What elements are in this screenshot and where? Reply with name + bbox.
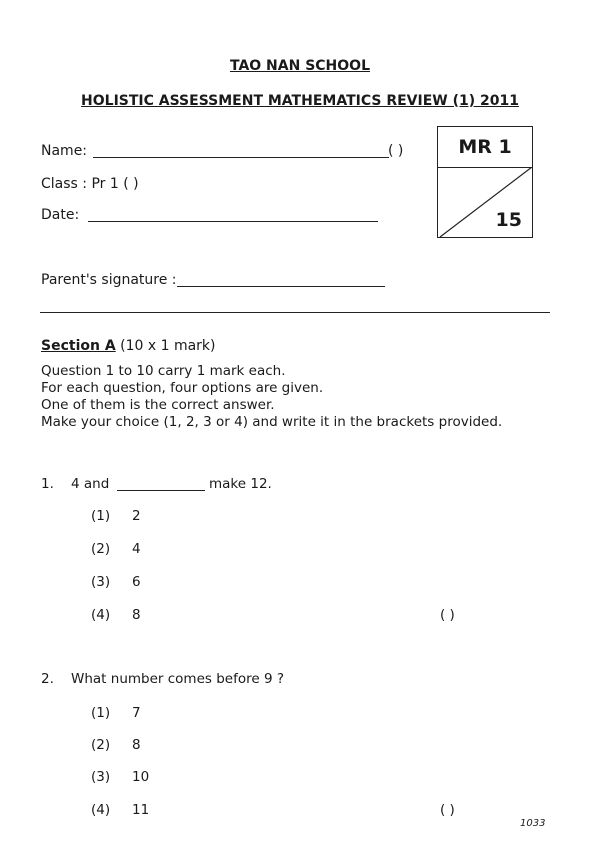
question-1-text-before: 4 and [71, 476, 110, 492]
question-1-option-label: (3) [91, 574, 111, 590]
question-2-option-value: 10 [132, 769, 150, 785]
mark-box-total: 15 [495, 209, 522, 231]
name-index-bracket: ( ) [388, 143, 404, 159]
question-1-option-value: 2 [132, 508, 141, 524]
section-divider [40, 312, 550, 313]
section-a-header [41, 338, 216, 354]
question-1-option-label: (1) [91, 508, 111, 524]
question-2-answer-bracket[interactable]: ( ) [440, 802, 455, 818]
question-2-option-label: (1) [91, 705, 111, 721]
date-line[interactable] [88, 221, 378, 222]
section-a-marks: (10 x 1 mark) [120, 338, 216, 354]
section-a-title: Section A [41, 338, 116, 354]
mark-box-code: MR 1 [438, 127, 532, 168]
question-1-answer-bracket[interactable]: ( ) [440, 607, 455, 623]
instruction-line: For each question, four options are given. [41, 380, 324, 396]
question-1-option-label: (4) [91, 607, 111, 623]
question-2-text: What number comes before 9 ? [71, 671, 284, 687]
question-1-option-value: 4 [132, 541, 141, 557]
school-name: TAO NAN SCHOOL [229, 58, 370, 74]
question-1-text-after: make 12. [209, 476, 272, 492]
instruction-line: Make your choice (1, 2, 3 or 4) and write it in the brackets provided. [41, 414, 503, 430]
question-2-number: 2. [41, 671, 54, 687]
instruction-line: Question 1 to 10 carry 1 mark each. [41, 363, 286, 379]
question-2-option-label: (3) [91, 769, 111, 785]
question-1-blank[interactable] [117, 490, 205, 491]
question-1-option-value: 6 [132, 574, 141, 590]
question-1-option-value: 8 [132, 607, 141, 623]
mark-box [437, 126, 533, 238]
question-2-option-value: 8 [132, 737, 141, 753]
question-2-option-value: 11 [132, 802, 150, 818]
question-2-option-label: (4) [91, 802, 111, 818]
paper-title: HOLISTIC ASSESSMENT MATHEMATICS REVIEW (1) 2011 [81, 93, 519, 109]
question-1-number: 1. [41, 476, 54, 492]
page-code: 1033 [520, 818, 546, 829]
name-line[interactable] [93, 157, 389, 158]
question-2-option-label: (2) [91, 737, 111, 753]
instruction-line: One of them is the correct answer. [41, 397, 275, 413]
name-label: Name: [41, 143, 88, 159]
section-a-instructions [41, 363, 502, 431]
date-label: Date: [41, 207, 80, 223]
parent-signature-line[interactable] [177, 286, 385, 287]
question-2-option-value: 7 [132, 705, 141, 721]
class-label: Class : Pr 1 ( ) [41, 176, 139, 192]
parent-signature-label: Parent's signature : [41, 272, 177, 288]
question-1-option-label: (2) [91, 541, 111, 557]
